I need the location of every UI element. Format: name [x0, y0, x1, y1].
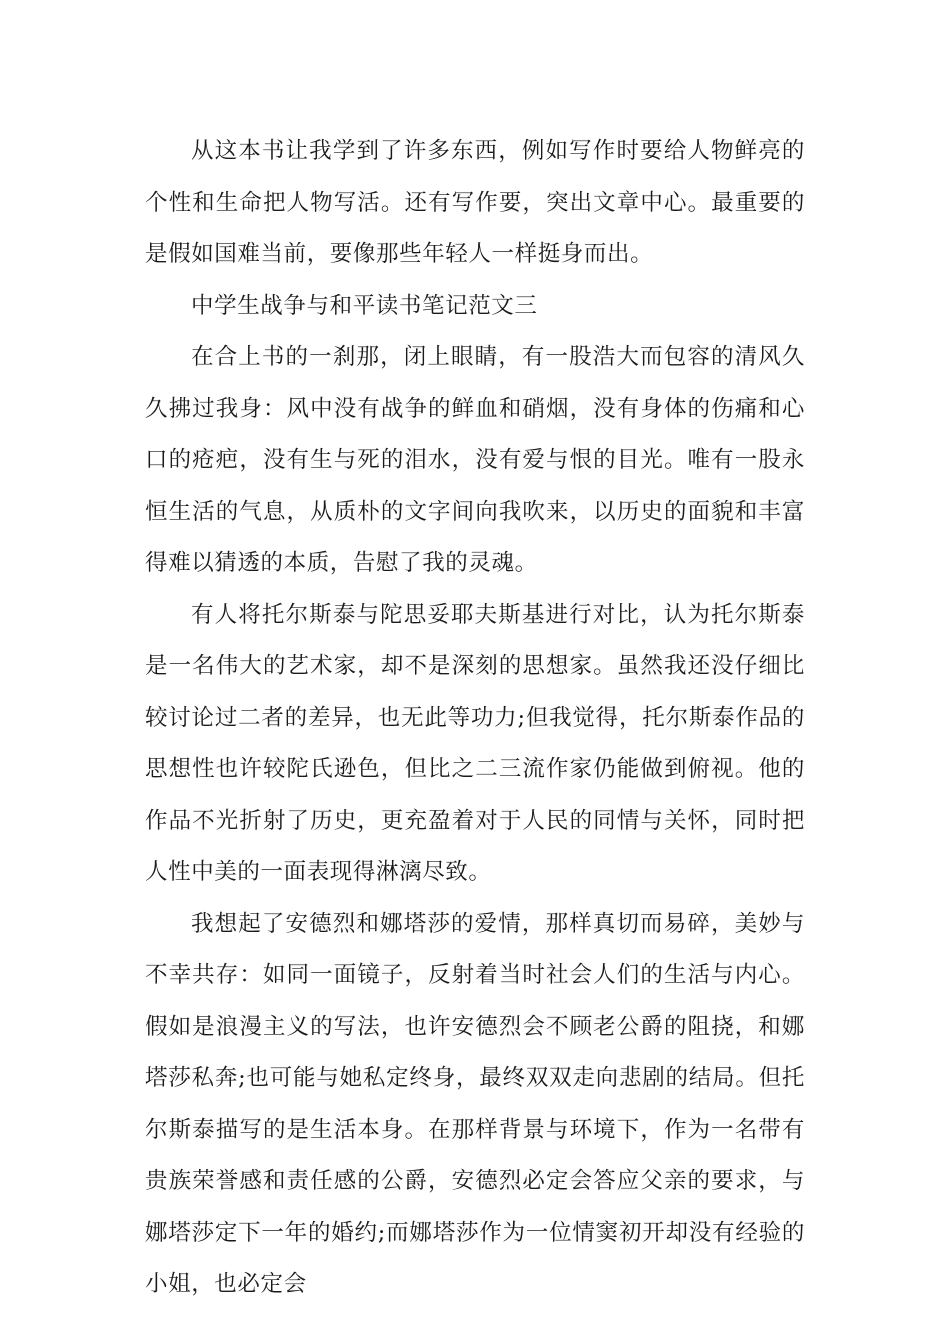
paragraph-learning: 从这本书让我学到了许多东西，例如写作时要给人物鲜亮的个性和生命把人物写活。还有写作要，突出文章中心。最重要的是假如国难当前，要像那些年轻人一样挺身而出。	[145, 138, 805, 267]
paragraph-closing-book: 在合上书的一刹那，闭上眼睛，有一股浩大而包容的清风久久拂过我身：风中没有战争的鲜血和硝烟，没有身体的伤痛和心口的疮疤，没有生与死的泪水，没有爱与恨的目光。唯有一股永恒生活的气息，从质朴的文字间向我吹来，以历史的面貌和丰富得难以猜透的本质，告慰了我的灵魂。	[145, 344, 805, 576]
document-body	[145, 126, 805, 1311]
paragraph-tolstoy-comparison: 有人将托尔斯泰与陀思妥耶夫斯基进行对比，认为托尔斯泰是一名伟大的艺术家，却不是深刻的思想家。虽然我还没仔细比较讨论过二者的差异，也无此等功力;但我觉得，托尔斯泰作品的思想性也许较陀氏逊色，但比之二三流作家仍能做到俯视。他的作品不光折射了历史，更充盈着对于人民的同情与关怀，同时把人性中美的一面表现得淋漓尽致。	[145, 601, 805, 885]
section-heading: 中学生战争与和平读书笔记范文三	[191, 292, 538, 319]
paragraph-andrei-natasha: 我想起了安德烈和娜塔莎的爱情，那样真切而易碎，美妙与不幸共存：如同一面镜子，反射着当时社会人们的生活与内心。假如是浪漫主义的写法，也许安德烈会不顾老公爵的阻挠，和娜塔莎私奔;也可能与她私定终身，最终双双走向悲剧的结局。但托尔斯泰描写的是生活本身。在那样背景与环境下，作为一名带有贵族荣誉感和责任感的公爵，安德烈必定会答应父亲的要求，与娜塔莎定下一年的婚约;而娜塔莎作为一位情窦初开却没有经验的小姐，也必定会	[145, 910, 805, 1297]
